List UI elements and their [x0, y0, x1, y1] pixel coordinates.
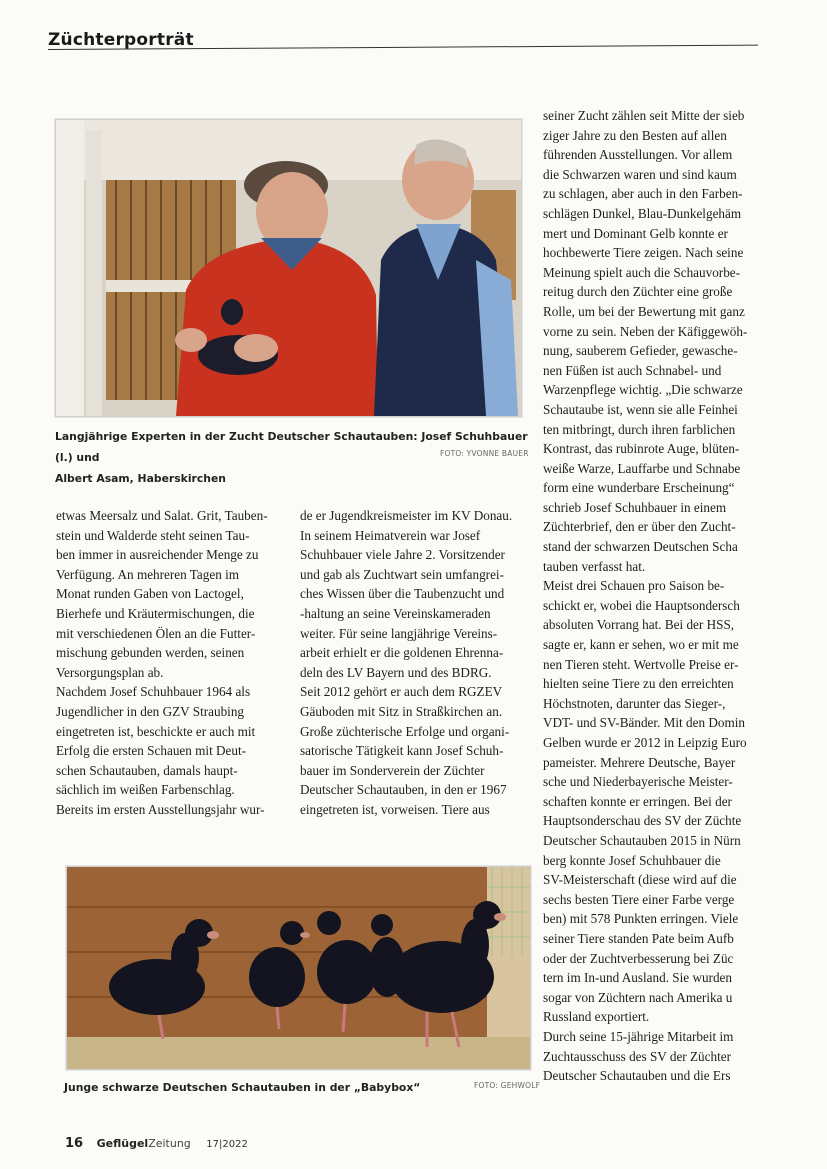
text-line: Durch seine 15-jährige Mitarbeit im — [543, 1028, 734, 1044]
text-line: berg konnte Josef Schuhbauer die — [543, 852, 721, 868]
text-line: mit verschiedenen Ölen an die Futter- — [56, 625, 256, 641]
text-line: deln des LV Bayern und des BDRG. — [300, 664, 492, 680]
text-line: Meist drei Schauen pro Saison be- — [543, 578, 725, 594]
photo1-caption-line2: Albert Asam, Haberskirchen — [55, 472, 226, 485]
text-line: Schautaube ist, wenn sie alle Feinhei — [543, 401, 738, 417]
text-column-1 — [56, 506, 284, 820]
page-number: 16 — [65, 1136, 84, 1151]
text-line: Meinung spielt auch die Schauvorbe- — [543, 264, 741, 280]
text-line: stand der schwarzen Deutschen Scha — [543, 539, 738, 555]
text-line: ziger Jahre zu den Besten auf allen — [543, 127, 727, 143]
text-line: In seinem Heimatverein war Josef — [300, 527, 481, 543]
text-line: mert und Dominant Gelb konnte er — [543, 225, 728, 241]
text-line: sche und Niederbayerische Meister- — [543, 774, 733, 790]
text-line: reitug durch den Züchter eine große — [543, 284, 733, 300]
text-line: Gäuboden mit Sitz in Straßkirchen an. — [300, 703, 503, 719]
text-line: bauer im Sonderverein der Züchter — [300, 762, 485, 778]
text-line: ben immer in ausreichender Menge zu — [56, 547, 259, 563]
text-line: und gab als Zuchtwart sein umfangrei- — [300, 566, 504, 582]
text-line: vorne zu sein. Neben der Käfiggewöh- — [543, 323, 748, 339]
text-line: nung, sauberem Gefieder, gewasche- — [543, 343, 738, 359]
issue-number: 17|2022 — [206, 1139, 248, 1150]
text-line: Höchstnoten, darunter das Sieger-, — [543, 695, 726, 711]
text-line: -haltung an seine Vereinskameraden — [300, 605, 491, 621]
text-line: Russland exportiert. — [543, 1009, 650, 1025]
text-line: absoluten Vorrang hat. Bei der HSS, — [543, 617, 735, 633]
text-line: eingetreten ist, beschickte er auch mit — [56, 723, 256, 739]
text-line: tauben verfasst hat. — [543, 558, 646, 574]
pigeons-photo — [66, 866, 531, 1070]
text-line: Erfolg die ersten Schauen mit Deut- — [56, 743, 247, 759]
text-line: sechs besten Tiere einer Farbe verge — [543, 891, 735, 907]
photo1-caption-line1: Langjährige Experten in der Zucht Deutscher Schautauben: Josef Schuhbauer (l.) und — [55, 430, 528, 464]
text-line: de er Jugendkreismeister im KV Donau. — [300, 508, 513, 523]
text-line: form eine wunderbare Erscheinung“ — [543, 480, 735, 496]
text-line: Rolle, um bei der Bewertung mit ganz — [543, 303, 745, 319]
text-line: stein und Walderde steht seinen Tau- — [56, 527, 250, 543]
text-line: sogar von Züchtern nach Amerika u — [543, 989, 733, 1005]
text-column-2 — [300, 506, 528, 820]
page-footer — [65, 1136, 248, 1151]
text-line: SV-Meisterschaft (diese wird auf die — [543, 872, 737, 888]
text-line: schaften konnte er erringen. Bei der — [543, 793, 732, 809]
magazine-name-bold: Geflügel — [96, 1137, 149, 1150]
breeders-photo — [55, 119, 522, 417]
text-line: tern im In-und Ausland. Sie wurden — [543, 970, 732, 986]
text-line: Kontrast, das rubinrote Auge, blüten- — [543, 441, 740, 457]
text-line: Nachdem Josef Schuhbauer 1964 als — [56, 684, 251, 700]
photo2-credit: FOTO: GEHWOLF — [474, 1081, 541, 1090]
text-line: nen Tieren steht. Wertvolle Preise er- — [543, 656, 739, 672]
text-line: Verfügung. An mehreren Tagen im — [56, 566, 240, 582]
text-line: satorische Tätigkeit kann Josef Schuh- — [300, 743, 504, 759]
text-line: mischung gebunden werden, seinen — [56, 645, 245, 661]
text-line: seiner Tiere standen Pate beim Aufb — [543, 930, 734, 946]
text-line: eingetreten ist, vorweisen. Tiere aus — [300, 801, 490, 817]
photo1-credit: FOTO: YVONNE BAUER — [440, 449, 529, 458]
text-column-3 — [543, 106, 757, 1086]
text-line: sagte er, kann er sehen, wo er mit me — [543, 637, 739, 653]
text-line: etwas Meersalz und Salat. Grit, Tauben- — [56, 508, 268, 523]
text-line: sächlich im weißen Farbenschlag. — [56, 782, 235, 798]
text-line: Jugendlicher in den GZV Straubing — [56, 703, 245, 719]
text-line: hielten seine Tiere zu den erreichten — [543, 676, 734, 692]
text-line: weiter. Für seine langjährige Vereins- — [300, 625, 498, 641]
text-line: oder der Zuchtverbesserung bei Züc — [543, 950, 734, 966]
text-line: Gelben wurde er 2012 in Leipzig Euro — [543, 735, 747, 750]
photo2-caption: Junge schwarze Deutschen Schautauben in der „Babybox“ — [64, 1081, 421, 1094]
text-line: Große züchterische Erfolge und organi- — [300, 723, 510, 739]
text-line: Deutscher Schautauben und die Ers — [543, 1068, 731, 1084]
text-line: pameister. Mehrere Deutsche, Bayer — [543, 754, 736, 770]
text-line: ches Wissen über die Taubenzucht und — [300, 586, 505, 602]
text-line: arbeit erhielt er die goldenen Ehrenna- — [300, 645, 504, 661]
text-line: zu schlagen, aber auch in den Farben- — [543, 186, 743, 202]
text-line: schlägen Dunkel, Blau-Dunkelgehäm — [543, 205, 742, 221]
magazine-name-light: Zeitung — [148, 1137, 191, 1150]
text-line: schen Schautauben, damals haupt- — [56, 762, 238, 778]
text-line: Bierhefe und Kräutermischungen, die — [56, 605, 255, 621]
text-line: hochbewerte Tiere zeigen. Nach seine — [543, 245, 744, 261]
text-line: VDT- und SV-Bänder. Mit den Domin — [543, 715, 745, 731]
text-line: Monat runden Gaben von Lactogel, — [56, 586, 244, 602]
text-line: nen Füßen ist auch Schnabel- und — [543, 362, 722, 378]
text-line: Hauptsonderschau des SV der Züchte — [543, 813, 742, 829]
text-line: ben) mit 578 Punkten erringen. Viele — [543, 911, 739, 927]
text-line: ten mitbringt, durch ihren farblichen — [543, 421, 736, 437]
text-line: schrieb Josef Schuhbauer in einem — [543, 499, 727, 515]
text-line: führenden Ausstellungen. Vor allem — [543, 147, 733, 163]
text-line: Züchterbrief, den er über den Zucht- — [543, 519, 736, 535]
text-line: weiße Warze, Lauffarbe und Schnabe — [543, 460, 741, 476]
text-line: Deutscher Schautauben 2015 in Nürn — [543, 832, 741, 848]
text-line: Bereits im ersten Ausstellungsjahr wur- — [56, 801, 265, 817]
text-line: schickt er, wobei die Hauptsondersch — [543, 597, 740, 613]
text-line: Versorgungsplan ab. — [56, 664, 164, 680]
section-title: Züchterporträt — [48, 30, 194, 50]
text-line: Seit 2012 gehört er auch dem RGZEV — [300, 684, 503, 700]
text-line: seiner Zucht zählen seit Mitte der sieb — [543, 108, 745, 123]
text-line: Deutscher Schautauben, in den er 1967 — [300, 782, 507, 798]
text-line: die Schwarzen waren und sind kaum — [543, 166, 737, 182]
text-line: Schuhbauer viele Jahre 2. Vorsitzender — [300, 547, 505, 563]
text-line: Zuchtausschuss des SV der Züchter — [543, 1048, 732, 1064]
text-line: Warzenpflege wichtig. „Die schwarze — [543, 382, 743, 398]
